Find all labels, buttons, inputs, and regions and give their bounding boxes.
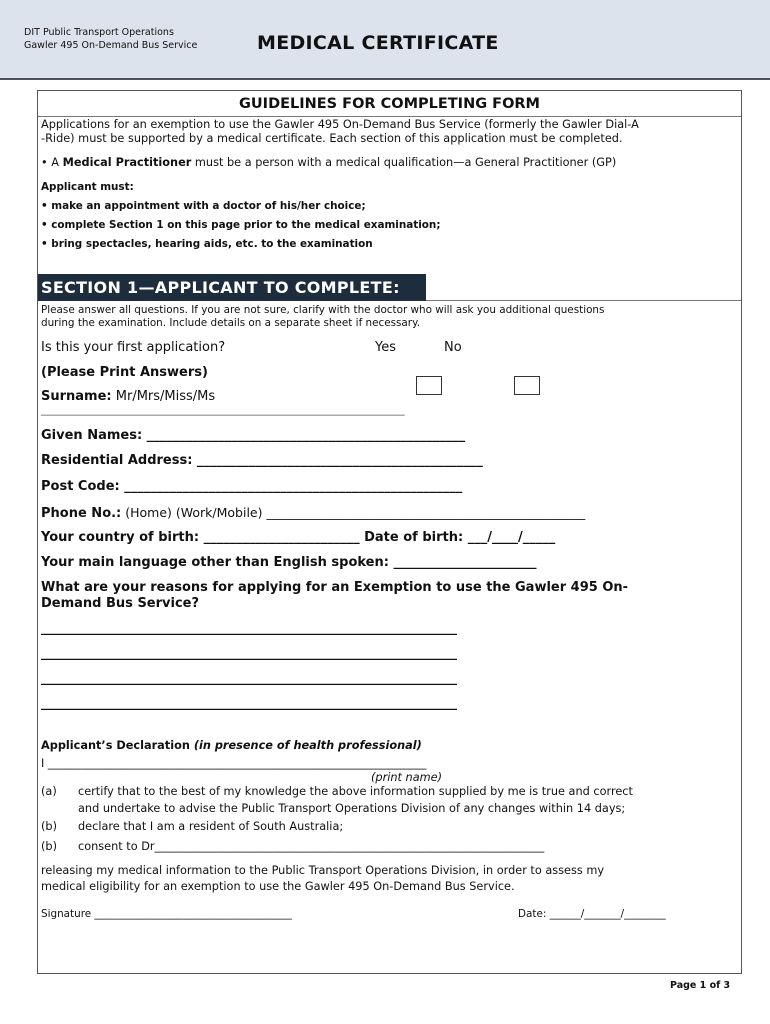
phone-label: Phone No.:: [41, 506, 122, 521]
section1-instructions-line2: during the examination. Include details on a separate sheet if necessary.: [41, 317, 421, 329]
applicant-must-label: Applicant must:: [41, 181, 134, 193]
practitioner-rest: must be a person with a medical qualification—a General Practitioner (GP): [191, 156, 617, 169]
declaration-name-line[interactable]: I ___________________________________________________________________: [41, 757, 427, 770]
guidelines-divider: [38, 116, 741, 117]
applicant-bullet-3: • bring spectacles, hearing aids, etc. to the examination: [41, 238, 373, 250]
document-title: MEDICAL CERTIFICATE: [257, 32, 499, 54]
given-names-field[interactable]: Given Names: _________________________________________________: [41, 428, 466, 443]
date-field[interactable]: Date: ______/_______/________: [518, 908, 666, 920]
section1-divider: [426, 300, 741, 301]
declaration-heading-text: Applicant’s Declaration: [41, 739, 194, 752]
page-number: Page 1 of 3: [670, 980, 731, 991]
release-line1: releasing my medical information to the Public Transport Operations Division, in order to assess my: [41, 864, 605, 877]
residential-address-field[interactable]: Residential Address: ____________________________________________: [41, 453, 483, 468]
clause-a-label: (a): [41, 785, 57, 798]
document-header: [0, 0, 770, 80]
no-checkbox[interactable]: [514, 376, 540, 395]
clause-a-line1: certify that to the best of my knowledge the above information supplied by me is true and correct: [78, 785, 633, 798]
no-label: No: [444, 340, 462, 355]
org-name-line1: DIT Public Transport Operations: [24, 27, 174, 38]
form-frame: [37, 90, 742, 974]
surname-line[interactable]: ______________________________________________________________________: [41, 404, 405, 416]
main-language-field[interactable]: Your main language other than English spoken: ______________________: [41, 555, 537, 570]
country-of-birth-field[interactable]: Your country of birth: ________________________ Date of birth: ___/____/_____: [41, 530, 556, 545]
guidelines-heading: GUIDELINES FOR COMPLETING FORM: [239, 96, 540, 112]
reasons-question-line1: What are your reasons for applying for an Exemption to use the Gawler 495 On-: [41, 580, 629, 595]
post-code-field[interactable]: Post Code: ____________________________________________________: [41, 479, 463, 494]
declaration-heading-italic: (in presence of health professional): [193, 739, 422, 752]
clause-b1-label: (b): [41, 820, 57, 833]
reasons-answer-line-2[interactable]: ________________________________________________________________: [41, 646, 457, 661]
practitioner-bold: Medical Practitioner: [62, 156, 192, 169]
practitioner-prefix: • A: [41, 156, 63, 169]
guidelines-intro-line1: Applications for an exemption to use the Gawler 495 On-Demand Bus Service (formerly the Gawler Dial-A: [41, 118, 639, 131]
yes-label: Yes: [375, 340, 396, 355]
surname-field[interactable]: [41, 389, 215, 404]
print-name-caption: (print name): [371, 771, 442, 784]
practitioner-note: [41, 156, 616, 169]
surname-titles: Mr/Mrs/Miss/Ms: [111, 389, 216, 404]
guidelines-intro-line2: -Ride) must be supported by a medical certificate. Each section of this application must be completed.: [41, 132, 623, 145]
section1-title: SECTION 1—APPLICANT TO COMPLETE:: [38, 274, 426, 301]
clause-a-line2: and undertake to advise the Public Transport Operations Division of any changes within 14 days;: [78, 802, 626, 815]
reasons-answer-line-1[interactable]: ________________________________________________________________: [41, 621, 457, 636]
applicant-bullet-1: • make an appointment with a doctor of his/her choice;: [41, 200, 366, 212]
phone-rest: (Home) (Work/Mobile) ___________________________________________________: [121, 505, 586, 520]
signature-field[interactable]: Signature ______________________________________: [41, 908, 292, 920]
clause-b2-label: (b): [41, 840, 57, 853]
please-print-note: (Please Print Answers): [41, 365, 208, 380]
declaration-heading: [41, 739, 422, 752]
clause-b1-text: declare that I am a resident of South Australia;: [78, 820, 344, 833]
consent-doctor-field[interactable]: consent to Dr_____________________________________________________________________: [78, 840, 545, 853]
applicant-bullet-2: • complete Section 1 on this page prior to the medical examination;: [41, 219, 441, 231]
release-line2: medical eligibility for an exemption to use the Gawler 495 On-Demand Bus Service.: [41, 880, 515, 893]
yes-checkbox[interactable]: [416, 376, 442, 395]
section1-instructions-line1: Please answer all questions. If you are not sure, clarify with the doctor who will ask you additional questions: [41, 304, 605, 316]
org-name-line2: Gawler 495 On-Demand Bus Service: [24, 40, 198, 51]
reasons-question-line2: Demand Bus Service?: [41, 596, 200, 611]
reasons-answer-line-3[interactable]: ________________________________________________________________: [41, 671, 457, 686]
surname-label: Surname:: [41, 389, 112, 404]
reasons-answer-line-4[interactable]: ________________________________________________________________: [41, 696, 457, 711]
phone-field[interactable]: [41, 505, 585, 521]
first-application-question: Is this your first application?: [41, 340, 226, 355]
